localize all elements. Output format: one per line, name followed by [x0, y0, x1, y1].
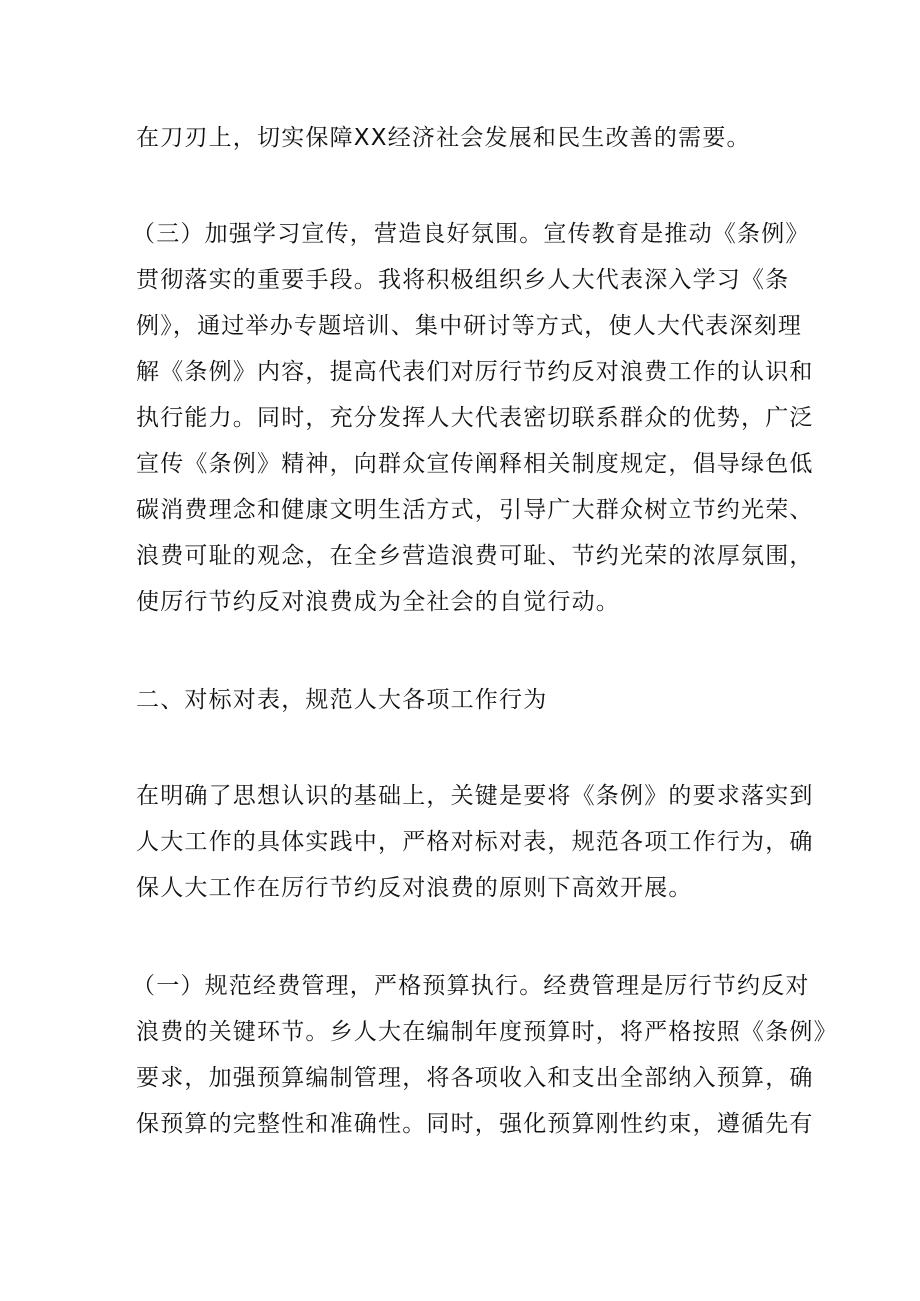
text-line: 解《条例》内容，提高代表们对厉行节约反对浪费工作的认识和	[136, 359, 814, 385]
text-line: 宣传《条例》精神，向群众宣传阐释相关制度规定，倡导绿色低	[136, 451, 814, 477]
text-line: 使厉行节约反对浪费成为全社会的自觉行动。	[136, 589, 620, 615]
text-line: 浪费可耻的观念，在全乡营造浪费可耻、节约光荣的浓厚氛围，	[136, 543, 814, 569]
text-line: 在明确了思想认识的基础上，关键是要将《条例》的要求落实到	[136, 783, 814, 809]
text-line: 例》，通过举办专题培训、集中研讨等方式，使人大代表深刻理	[136, 313, 803, 339]
text-line: 要求，加强预算编制管理，将各项收入和支出全部纳入预算，确	[136, 1065, 814, 1091]
text-line: 保人大工作在厉行节约反对浪费的原则下高效开展。	[136, 875, 693, 901]
text-line: 浪费的关键环节。乡人大在编制年度预算时，将严格按照《条例》	[136, 1019, 838, 1045]
text-line: （一）规范经费管理，严格预算执行。经费管理是厉行节约反对	[132, 973, 810, 999]
text-line: 碳消费理念和健康文明生活方式，引导广大群众树立节约光荣、	[136, 497, 814, 523]
section-heading: 二、对标对表，规范人大各项工作行为	[136, 687, 548, 713]
text-line: （三）加强学习宣传，营造良好氛围。宣传教育是推动《条例》	[132, 221, 810, 247]
text-line: 贯彻落实的重要手段。我将积极组织乡人大代表深入学习《条	[136, 267, 790, 293]
text-line: 保预算的完整性和准确性。同时，强化预算刚性约束，遵循先有	[136, 1111, 814, 1137]
text-line: 在刀刃上，切实保障XX经济社会发展和民生改善的需要。	[136, 125, 751, 151]
text-line: 人大工作的具体实践中，严格对标对表，规范各项工作行为，确	[136, 829, 814, 855]
text-line: 执行能力。同时，充分发挥人大代表密切联系群众的优势，广泛	[136, 405, 814, 431]
